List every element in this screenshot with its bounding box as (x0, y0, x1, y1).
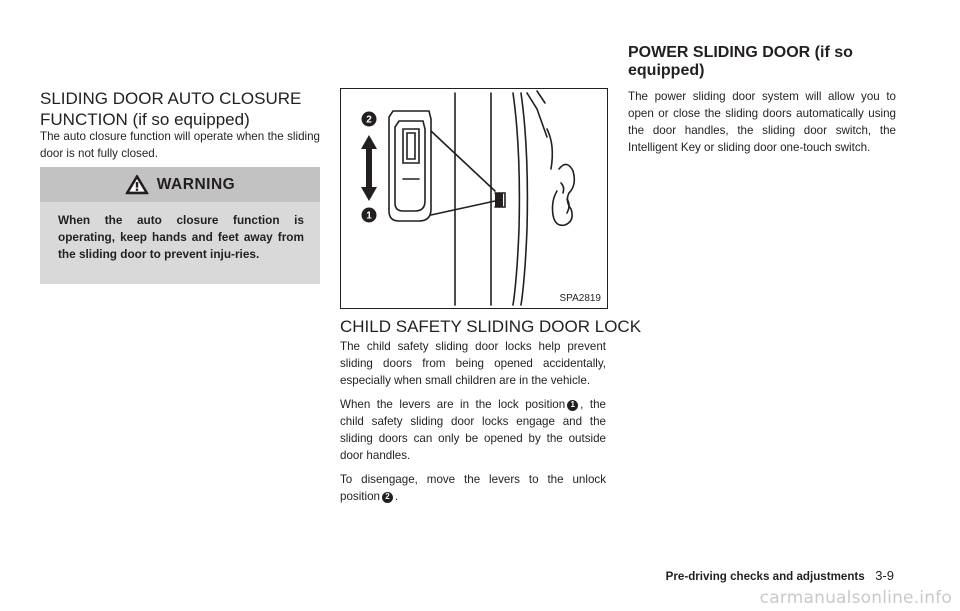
footer-page-number: 3-9 (875, 568, 894, 583)
power-sliding-heading (628, 44, 898, 80)
warning-title: WARNING (156, 175, 236, 193)
child-lock-para2-start: When the levers are in the lock position (340, 398, 566, 411)
auto-closure-heading (40, 88, 320, 130)
child-lock-figure (340, 88, 608, 309)
watermark: carmanualsonline.info (759, 588, 952, 608)
child-lock-para3-end: . (394, 490, 399, 503)
child-lock-heading: CHILD SAFETY SLIDING DOOR LOCK (340, 317, 642, 336)
callout-2 (362, 112, 377, 127)
footer-section-title: Pre-driving checks and adjustments (665, 570, 865, 583)
auto-closure-heading-line1: SLIDING DOOR AUTO CLOSURE (40, 89, 302, 108)
warning-text: When the auto closure function is operating, keep hands and feet away from the sliding door to prevent inju-ries. (58, 213, 304, 261)
power-sliding-heading-line2: equipped) (628, 62, 705, 79)
unlock-position-marker: 2 (382, 492, 393, 503)
warning-box (40, 167, 320, 284)
callout-1-label: 1 (366, 210, 372, 222)
child-lock-body (340, 338, 606, 512)
child-lock-illustration (341, 89, 607, 308)
power-sliding-heading-line1: POWER SLIDING DOOR (if so (628, 44, 853, 61)
child-lock-para3-start: To disengage, move the levers to the unlock position (340, 473, 606, 503)
auto-closure-heading-line2: FUNCTION (if so equipped) (40, 110, 250, 129)
child-lock-para2 (340, 396, 606, 464)
callout-2-label: 2 (366, 114, 372, 126)
figure-code: SPA2819 (559, 293, 601, 304)
page-footer (666, 567, 894, 585)
warning-header (40, 167, 320, 202)
callout-1 (362, 208, 377, 223)
lock-position-marker: 1 (567, 400, 578, 411)
child-lock-para2-end: , the child safety sliding door locks engage and the sliding doors can only be opened by the outside door handles. (340, 398, 606, 462)
child-lock-para3 (340, 471, 606, 505)
warning-triangle-icon (125, 174, 149, 195)
child-lock-para1: The child safety sliding door locks help prevent sliding doors from being opened accidentally, especially when small children are in the vehicle. (340, 340, 606, 387)
auto-closure-intro: The auto closure function will operate when the sliding door is not fully closed. (40, 130, 320, 160)
power-sliding-body: The power sliding door system will allow you to open or close the sliding doors automatically using the door handles, the sliding door switch, the Intelligent Key or sliding door one-touch switch. (628, 90, 896, 154)
